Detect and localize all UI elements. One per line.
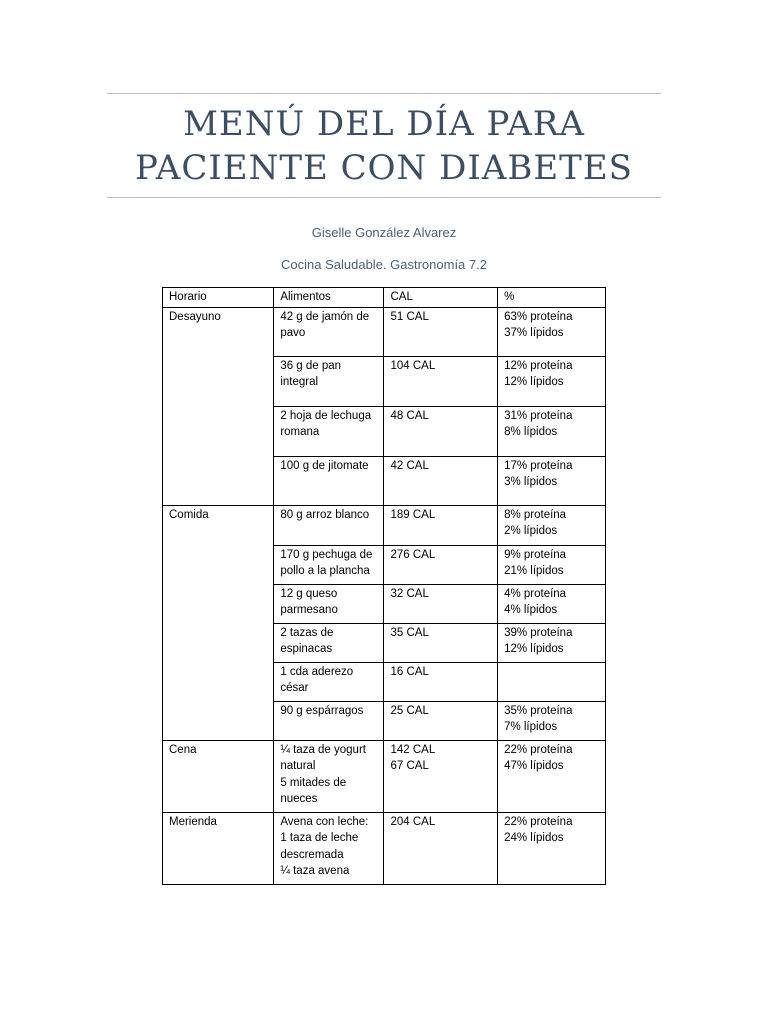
cal-cell bbox=[384, 406, 498, 456]
alimento-cell bbox=[274, 623, 384, 662]
cal-cell bbox=[384, 456, 498, 505]
percent-text: 3% lípidos bbox=[504, 476, 558, 488]
cal-cell bbox=[384, 701, 498, 740]
percent-text: 22% proteína bbox=[504, 743, 573, 756]
cal-text: 48 CAL bbox=[390, 409, 429, 422]
horario-cell: Merienda bbox=[163, 812, 274, 884]
alimento-cell bbox=[274, 701, 384, 740]
percent-text: 4% proteína bbox=[504, 587, 567, 600]
percent-text: 9% proteína bbox=[504, 548, 567, 561]
alimento-text: 100 g de jitomate bbox=[280, 459, 369, 472]
table-row bbox=[163, 812, 606, 884]
alimento-cell bbox=[274, 545, 384, 584]
alimento-text: Avena con leche: bbox=[280, 815, 369, 828]
cal-text: 67 CAL bbox=[390, 760, 429, 772]
cal-text: 35 CAL bbox=[390, 626, 429, 639]
table-row bbox=[163, 505, 606, 545]
cal-cell bbox=[384, 545, 498, 584]
cal-text: 204 CAL bbox=[390, 815, 436, 828]
alimento-text: ¼ taza de yogurt natural bbox=[280, 743, 366, 772]
alimento-cell bbox=[274, 662, 384, 701]
cal-text: 142 CAL bbox=[390, 743, 436, 756]
alimento-text: 1 cda aderezo césar bbox=[280, 665, 354, 694]
alimento-cell bbox=[274, 505, 384, 545]
course-name: Cocina Saludable. Gastronomía 7.2 bbox=[281, 257, 487, 272]
cal-text: 276 CAL bbox=[390, 548, 436, 561]
cal-cell bbox=[384, 505, 498, 545]
title-line-2: PACIENTE CON DIABETES bbox=[135, 148, 633, 188]
header-percent: % bbox=[498, 288, 606, 308]
table-header-row bbox=[163, 288, 606, 308]
percent-text: 35% proteína bbox=[504, 704, 573, 717]
alimento-text: 12 g queso parmesano bbox=[280, 587, 338, 616]
header-horario: Horario bbox=[163, 288, 274, 308]
cal-text: 32 CAL bbox=[390, 587, 429, 600]
alimento-cell bbox=[274, 584, 384, 623]
percent-cell bbox=[498, 740, 606, 812]
percent-text: 7% lípidos bbox=[504, 721, 558, 733]
author-name: Giselle González Alvarez bbox=[311, 225, 457, 240]
percent-text: 8% lípidos bbox=[504, 426, 558, 438]
percent-text: 8% proteína bbox=[504, 508, 567, 521]
percent-text: 22% proteína bbox=[504, 815, 573, 828]
cal-cell bbox=[384, 307, 498, 356]
percent-cell bbox=[498, 584, 606, 623]
percent-cell bbox=[498, 505, 606, 545]
alimento-text: 2 tazas de espinacas bbox=[280, 626, 334, 655]
header-cal: CAL bbox=[384, 288, 498, 308]
cal-text: 42 CAL bbox=[390, 459, 429, 472]
alimento-cell bbox=[274, 456, 384, 505]
percent-text: 24% lípidos bbox=[504, 832, 564, 844]
alimento-text: 42 g de jamón de pavo bbox=[280, 310, 370, 339]
menu-table bbox=[162, 287, 606, 885]
percent-text: 63% proteína bbox=[504, 310, 573, 323]
cal-cell bbox=[384, 662, 498, 701]
cal-cell bbox=[384, 740, 498, 812]
horario-cell: Comida bbox=[163, 505, 274, 740]
percent-cell bbox=[498, 356, 606, 406]
bottom-rule bbox=[107, 197, 661, 198]
table-row bbox=[163, 740, 606, 812]
percent-text: 4% lípidos bbox=[504, 604, 558, 616]
table-row bbox=[163, 307, 606, 356]
percent-cell bbox=[498, 812, 606, 884]
document-title bbox=[107, 102, 661, 190]
cal-cell bbox=[384, 623, 498, 662]
percent-text: 47% lípidos bbox=[504, 760, 564, 772]
cal-text: 25 CAL bbox=[390, 704, 429, 717]
cal-text: 189 CAL bbox=[390, 508, 436, 521]
alimento-cell bbox=[274, 740, 384, 812]
percent-cell bbox=[498, 545, 606, 584]
horario-cell: Cena bbox=[163, 740, 274, 812]
menu-table-body bbox=[163, 307, 606, 884]
alimento-text: 1 taza de leche descremada bbox=[280, 832, 359, 861]
alimento-text: 90 g espárragos bbox=[280, 704, 364, 717]
horario-cell: Desayuno bbox=[163, 307, 274, 505]
top-rule bbox=[107, 93, 661, 94]
percent-text: 12% proteína bbox=[504, 359, 573, 372]
cal-cell bbox=[384, 812, 498, 884]
percent-text: 17% proteína bbox=[504, 459, 573, 472]
header-alimentos: Alimentos bbox=[274, 288, 384, 308]
percent-text: 12% lípidos bbox=[504, 376, 564, 388]
title-line-1: MENÚ DEL DÍA PARA bbox=[183, 104, 585, 144]
percent-text: 21% lípidos bbox=[504, 565, 564, 577]
percent-cell bbox=[498, 662, 606, 701]
alimento-text: 2 hoja de lechuga romana bbox=[280, 409, 372, 438]
percent-cell bbox=[498, 456, 606, 505]
alimento-cell bbox=[274, 406, 384, 456]
percent-text: 39% proteína bbox=[504, 626, 573, 639]
percent-text: 12% lípidos bbox=[504, 643, 564, 655]
cal-cell bbox=[384, 356, 498, 406]
alimento-text: ¼ taza avena bbox=[280, 865, 350, 877]
cal-text: 16 CAL bbox=[390, 665, 429, 678]
alimento-cell bbox=[274, 307, 384, 356]
percent-cell bbox=[498, 701, 606, 740]
cal-text: 104 CAL bbox=[390, 359, 436, 372]
alimento-cell bbox=[274, 356, 384, 406]
cal-text: 51 CAL bbox=[390, 310, 429, 323]
percent-text: 2% lípidos bbox=[504, 525, 558, 537]
alimento-text: 170 g pechuga de pollo a la plancha bbox=[280, 548, 373, 577]
percent-cell bbox=[498, 307, 606, 356]
percent-text: 31% proteína bbox=[504, 409, 573, 422]
alimento-cell bbox=[274, 812, 384, 884]
percent-cell bbox=[498, 623, 606, 662]
alimento-text: 5 mitades de nueces bbox=[280, 776, 347, 805]
cal-cell bbox=[384, 584, 498, 623]
alimento-text: 80 g arroz blanco bbox=[280, 508, 370, 521]
percent-cell bbox=[498, 406, 606, 456]
percent-text: 37% lípidos bbox=[504, 327, 564, 339]
alimento-text: 36 g de pan integral bbox=[280, 359, 342, 388]
